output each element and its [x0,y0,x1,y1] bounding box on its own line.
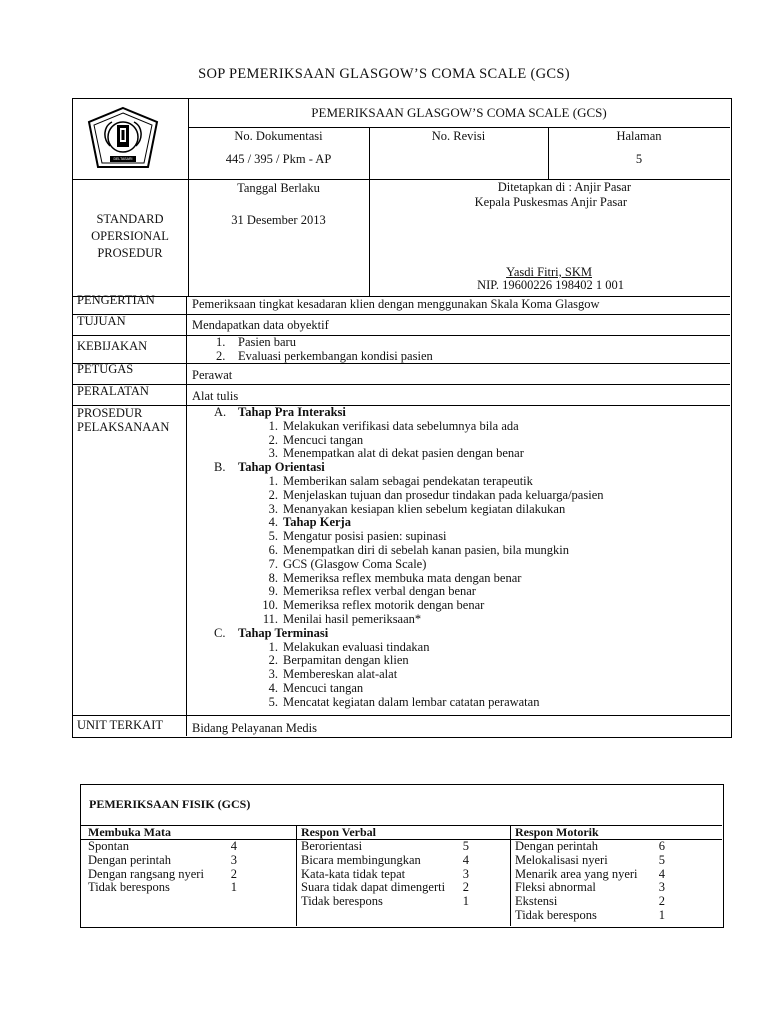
no-revisi-label: No. Revisi [431,129,486,143]
procedure-step-number: 6. [268,542,278,557]
procedure-step [188,668,728,682]
pengertian-label: PENGERTIAN [77,293,155,307]
procedure-step-number: 3. [268,667,278,682]
gcs-item-score: 1 [658,908,665,922]
procedure-step [188,544,728,558]
kebijakan-item: Evaluasi perkembangan kondisi pasien [238,349,433,363]
gcs-item-score: 3 [230,852,237,867]
procedure-step-number: 5. [268,694,278,709]
procedure-step-text: GCS (Glasgow Coma Scale) [283,556,427,571]
logo-text: DELTASARI [113,157,133,161]
sop-label-line: PROSEDUR [97,246,163,260]
procedure-step [188,572,728,586]
procedure-step [188,696,728,710]
tujuan-value: Mendapatkan data obyektif [192,318,329,332]
halaman-value: 5 [635,152,643,166]
gcs-item-score: 1 [462,894,469,909]
procedure-step [188,434,728,448]
procedure-section-title: Tahap Terminasi [238,625,329,640]
procedure-section-letter: B. [214,460,226,475]
procedure-section-heading [188,461,728,475]
procedure-step-text: Mengatur posisi pasien: supinasi [283,529,447,544]
procedure-step-text: Berpamitan dengan klien [283,653,409,668]
procedure-step-text: Menjelaskan tujuan dan prosedur tindakan pada keluarga/pasien [283,487,604,502]
signer-name: Yasdi Fitri, SKM [506,265,592,279]
procedure-step [188,654,728,668]
gcs-item-label: Fleksi abnormal [515,880,596,895]
procedure-step-text: Menempatkan diri di sebelah kanan pasien, bila mungkin [283,542,570,557]
petugas-value: Perawat [192,368,233,382]
gcs-item-label: Ekstensi [515,894,558,909]
gcs-item-label: Dengan rangsang nyeri [88,866,204,881]
kepala-puskesmas-text: Kepala Puskesmas Anjir Pasar [474,195,627,209]
procedure-step [188,516,728,530]
no-dokumentasi-label: No. Dokumentasi [234,129,323,143]
gcs-item-label: Spontan [88,839,129,853]
procedure-step [188,420,728,434]
procedure-section-title: Tahap Orientasi [238,460,325,475]
procedure-step-text: Membereskan alat-alat [283,667,398,682]
sop-label [72,211,188,262]
procedure-step-text: Memeriksa reflex motorik dengan benar [283,598,485,613]
peralatan-label: PERALATAN [77,384,149,398]
procedure-step-number: 2. [268,432,278,447]
procedure-step [188,489,728,503]
procedure-section-letter: C. [214,625,226,640]
gcs-item-label: Dengan perintah [515,839,598,853]
procedure-step [188,682,728,696]
gcs-item-label: Bicara membingungkan [301,852,421,867]
procedure-step-number: 5. [268,529,278,544]
peralatan-value: Alat tulis [192,389,239,403]
petugas-label: PETUGAS [77,362,134,376]
procedure-step-number: 3. [268,446,278,461]
procedure-list [188,406,728,710]
procedure-step-number: 1. [268,418,278,433]
gcs-item-score: 2 [658,894,665,909]
header-title: PEMERIKSAAN GLASGOW’S COMA SCALE (GCS) [311,105,607,120]
procedure-step [188,558,728,572]
procedure-step [188,503,728,517]
pengertian-value: Pemeriksaan tingkat kesadaran klien dengan menggunakan Skala Koma Glasgow [192,297,600,311]
gcs-item-score: 4 [658,866,665,881]
ditetapkan-text: Ditetapkan di : Anjir Pasar [497,180,631,194]
procedure-step-number: 8. [268,570,278,585]
tanggal-berlaku-value: 31 Desember 2013 [231,213,326,227]
gcs-column-header: Membuka Mata [88,825,171,839]
procedure-step-text: Mencuci tangan [283,680,364,695]
procedure-step-number: 9. [268,584,278,599]
gcs-item-label: Tidak berespons [301,894,383,909]
procedure-step-number: 10. [262,598,278,613]
procedure-step [188,613,728,627]
gcs-item-score: 2 [462,880,469,895]
kebijakan-item: Pasien baru [238,335,296,349]
procedure-section-heading [188,406,728,420]
procedure-step [188,475,728,489]
procedure-step-text: Tahap Kerja [283,515,351,530]
gcs-item-label: Tidak berespons [88,880,170,895]
no-dokumentasi-value: 445 / 395 / Pkm - AP [225,152,332,166]
procedure-step-number: 7. [268,556,278,571]
procedure-step-number: 3. [268,501,278,516]
procedure-step-text: Memberikan salam sebagai pendekatan terapeutik [283,473,533,488]
procedure-step [188,447,728,461]
procedure-step-text: Memeriksa reflex membuka mata dengan benar [283,570,522,585]
prosedur-label: PELAKSANAAN [77,420,170,434]
procedure-step-number: 11. [262,611,278,626]
procedure-step-text: Melakukan evaluasi tindakan [283,639,430,654]
signer-nip: NIP. 19600226 198402 1 001 [477,278,624,292]
sop-label-line: STANDARD [96,212,164,226]
gcs-title: PEMERIKSAAN FISIK (GCS) [89,797,251,811]
gcs-item-score: 3 [462,866,469,881]
procedure-step-text: Melakukan verifikasi data sebelumnya bila ada [283,418,519,433]
document-title: SOP PEMERIKSAAN GLASGOW’S COMA SCALE (GCS) [198,66,570,82]
unit-terkait-value: Bidang Pelayanan Medis [192,721,317,735]
procedure-step [188,641,728,655]
gcs-item-score: 2 [230,866,237,881]
unit-terkait-label: UNIT TERKAIT [77,718,163,732]
gcs-item-score: 6 [658,839,665,853]
gcs-item-score: 5 [658,852,665,867]
gcs-item-label: Dengan perintah [88,852,171,867]
procedure-step-text: Menilai hasil pemeriksaan* [283,611,422,626]
gcs-item-score: 1 [230,880,237,895]
tanggal-berlaku-label: Tanggal Berlaku [237,181,320,195]
gcs-item-label: Suara tidak dapat dimengerti [301,880,446,895]
halaman-label: Halaman [616,129,662,143]
procedure-step-number: 1. [268,639,278,654]
tujuan-label: TUJUAN [77,314,126,328]
procedure-step-text: Menempatkan alat di dekat pasien dengan benar [283,446,524,461]
gcs-item-score: 3 [658,880,665,895]
kebijakan-label: KEBIJAKAN [77,339,148,353]
kebijakan-item-number: 2. [216,349,226,363]
procedure-step-text: Memeriksa reflex verbal dengan benar [283,584,476,599]
gcs-item-label: Tidak berespons [515,908,597,922]
gcs-item-label: Melokalisasi nyeri [515,852,608,867]
procedure-step-text: Mencuci tangan [283,432,364,447]
procedure-step-number: 4. [268,680,278,695]
procedure-section-letter: A. [214,405,227,419]
procedure-step-number: 2. [268,653,278,668]
procedure-step [188,585,728,599]
procedure-step [188,530,728,544]
gcs-column-header: Respon Verbal [301,825,377,839]
gcs-item-label: Menarik area yang nyeri [515,866,638,881]
procedure-section-heading [188,627,728,641]
gcs-item-score: 5 [462,839,469,853]
prosedur-label: PROSEDUR [77,406,143,420]
gcs-item-label: Kata-kata tidak tepat [301,866,406,881]
sop-label-line: OPERSIONAL [91,229,169,243]
procedure-step-text: Menanyakan kesiapan klien sebelum kegiatan dilakukan [283,501,566,516]
gcs-item-score: 4 [230,839,237,853]
kebijakan-item-number: 1. [216,335,226,349]
gcs-item-label: Berorientasi [301,839,363,853]
procedure-step-text: Mencatat kegiatan dalam lembar catatan perawatan [283,694,540,709]
procedure-section-title: Tahap Pra Interaksi [238,405,346,419]
procedure-step-number: 4. [268,515,278,530]
gcs-column-header: Respon Motorik [515,825,599,839]
gcs-item-score: 4 [462,852,469,867]
procedure-step [188,599,728,613]
procedure-step-number: 1. [268,473,278,488]
procedure-step-number: 2. [268,487,278,502]
